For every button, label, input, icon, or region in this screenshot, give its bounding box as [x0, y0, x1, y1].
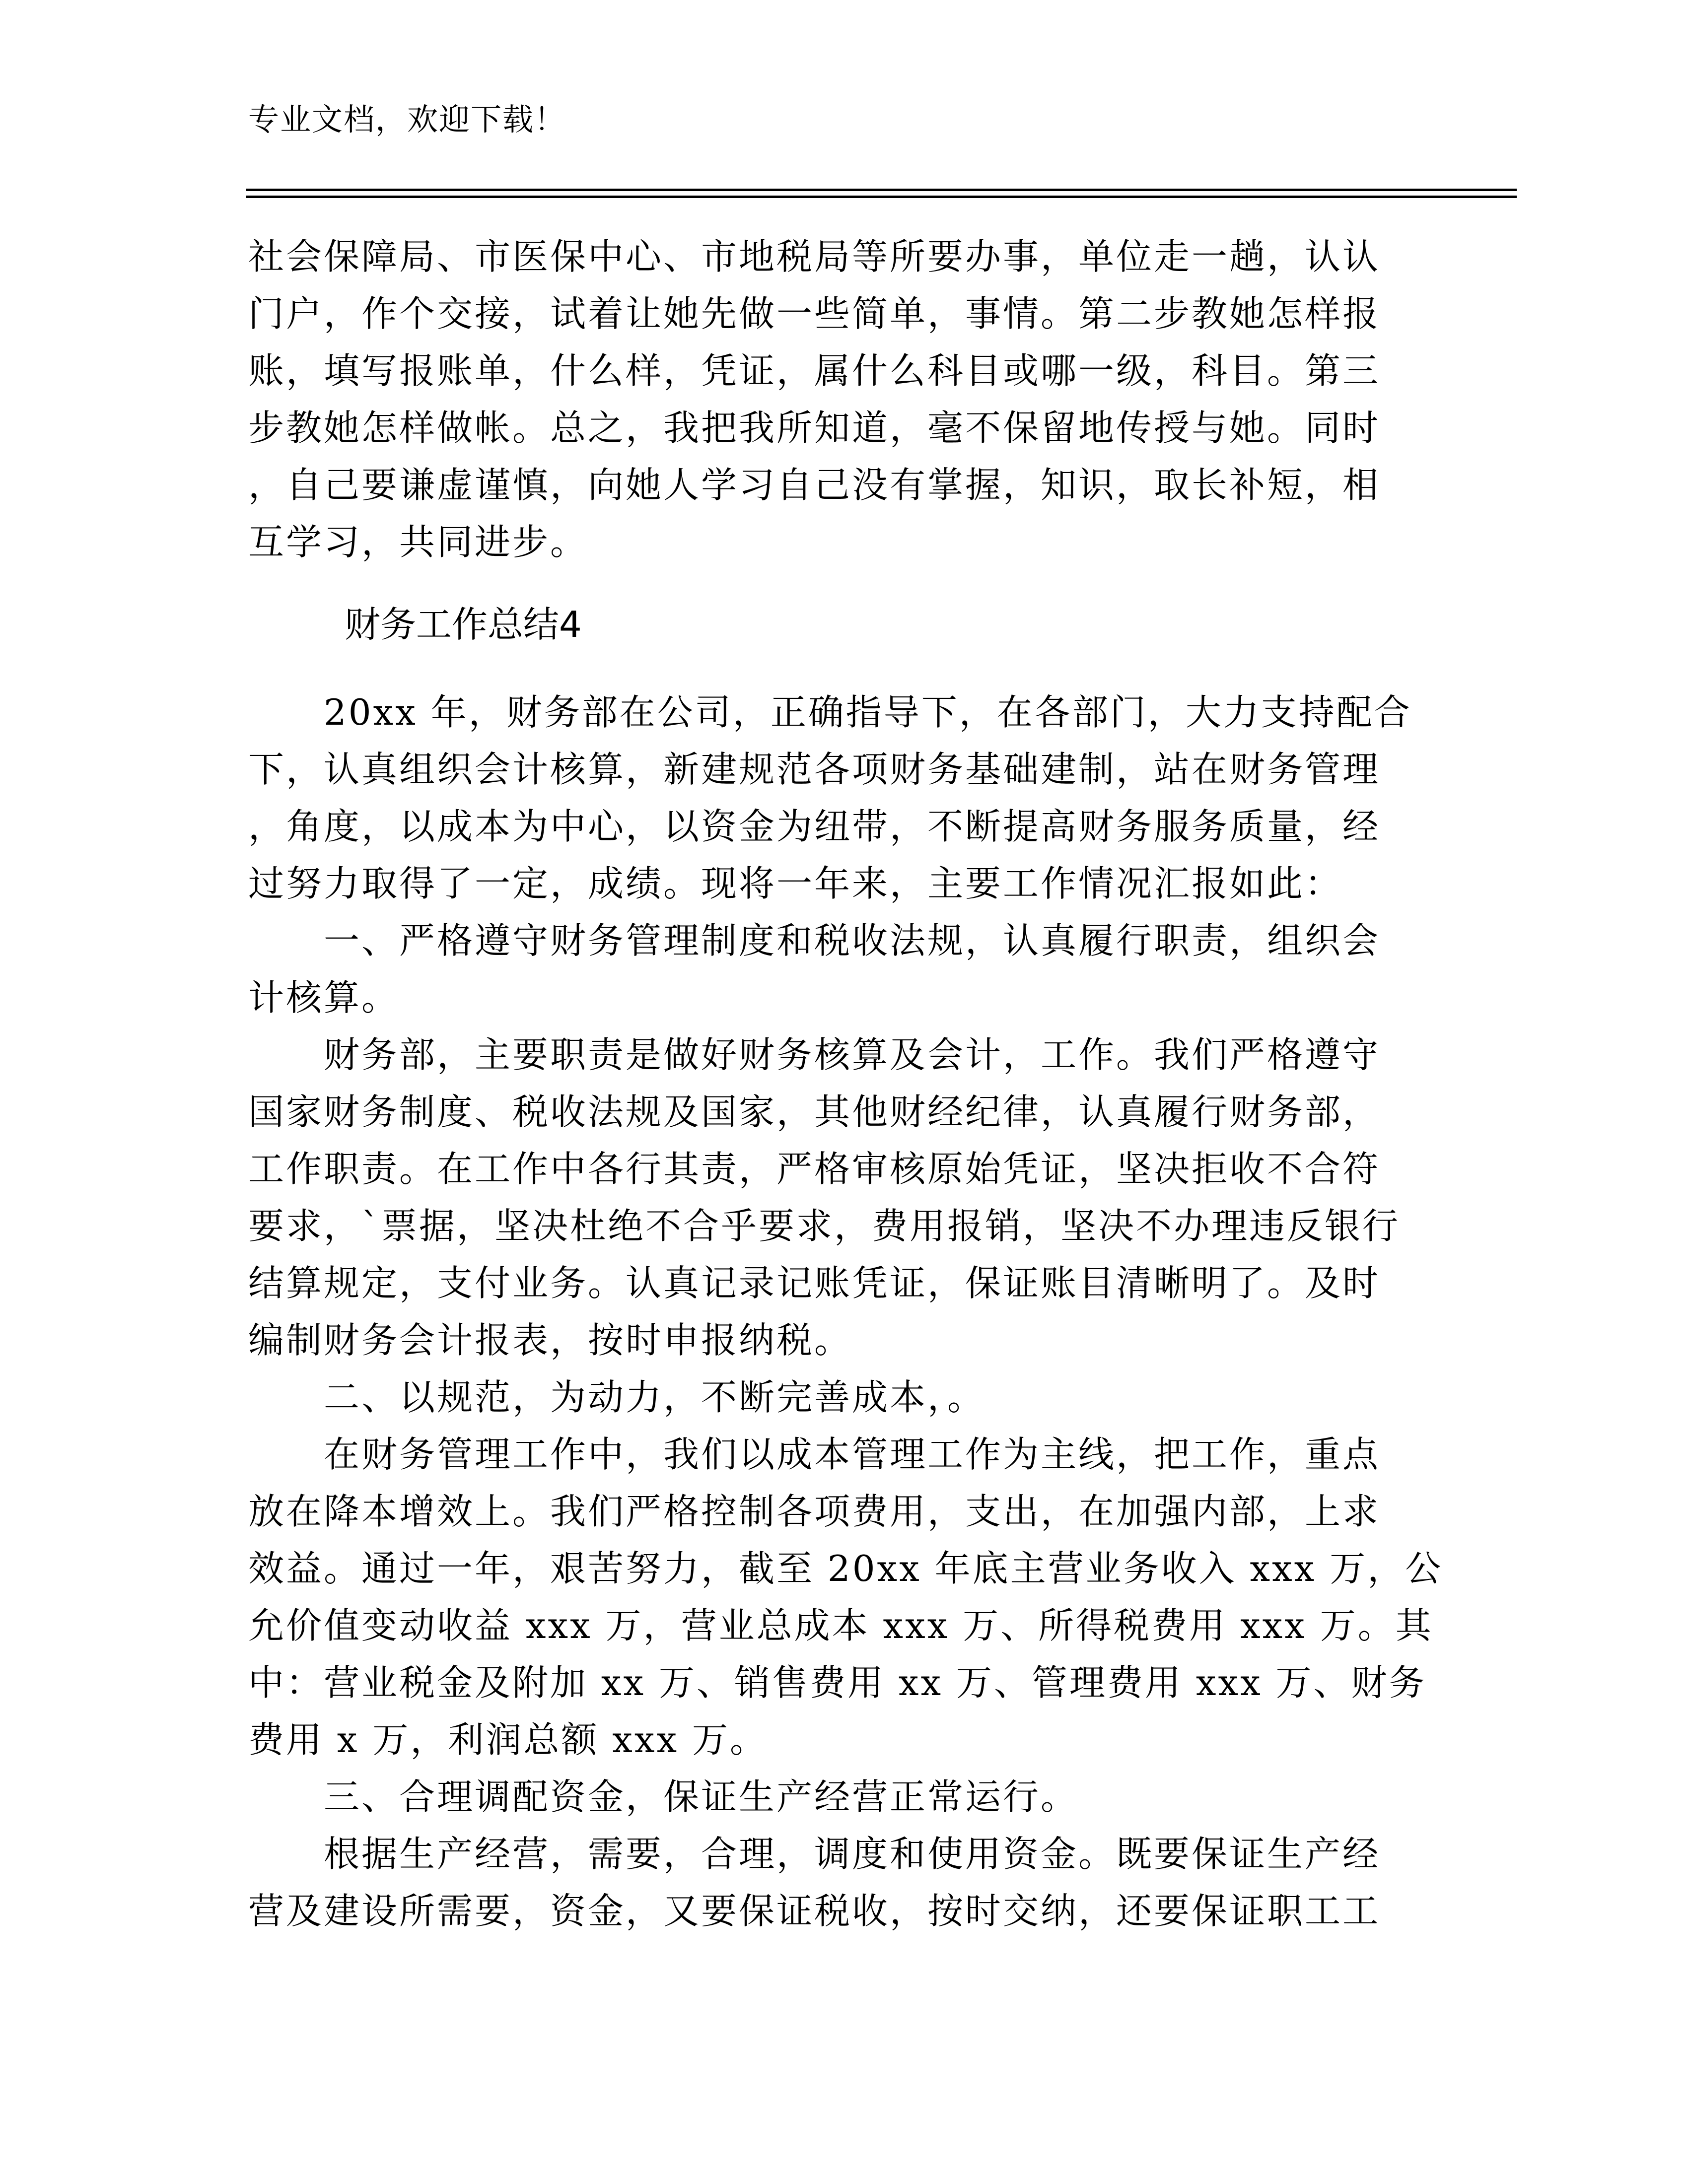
- body-line: 门户，作个交接，试着让她先做一些简单，事情。第二步教她怎样报: [248, 293, 1381, 335]
- body-line: 效益。通过一年，艰苦努力，截至 20xx 年底主营业务收入 xxx 万，公: [248, 1548, 1443, 1589]
- header-rule-top: [246, 189, 1517, 191]
- body-line: 费用 x 万，利润总额 xxx 万。: [248, 1719, 768, 1761]
- section-heading: 财务工作总结4: [345, 604, 582, 645]
- body-line: 计核算。: [248, 977, 400, 1019]
- body-line: 在财务管理工作中，我们以成本管理工作为主线，把工作，重点: [248, 1433, 1381, 1475]
- body-line: 国家财务制度、税收法规及国家，其他财经纪律，认真履行财务部，: [248, 1091, 1381, 1133]
- body-line: 营及建设所需要，资金，又要保证税收，按时交纳，还要保证职工工: [248, 1890, 1381, 1932]
- body-line: 互学习，共同进步。: [248, 521, 588, 563]
- body-line: 根据生产经营，需要，合理，调度和使用资金。既要保证生产经: [248, 1833, 1381, 1875]
- body-line: 编制财务会计报表，按时申报纳税。: [248, 1319, 852, 1361]
- body-line: 财务部，主要职责是做好财务核算及会计，工作。我们严格遵守: [248, 1034, 1381, 1076]
- body-line: 过努力取得了一定，成绩。现将一年来，主要工作情况汇报如此：: [248, 863, 1343, 904]
- body-line: 工作职责。在工作中各行其责，严格审核原始凭证，坚决拒收不合符: [248, 1148, 1381, 1190]
- body-line: 二、以规范，为动力，不断完善成本，。: [248, 1376, 985, 1418]
- body-line: 结算规定，支付业务。认真记录记账凭证，保证账目清晰明了。及时: [248, 1262, 1381, 1304]
- body-line: 社会保障局、市医保中心、市地税局等所要办事，单位走一趟，认认: [248, 236, 1381, 277]
- body-line: 步教她怎样做帐。总之，我把我所知道，毫不保留地传授与她。同时: [248, 407, 1381, 449]
- body-line: 三、合理调配资金，保证生产经营正常运行。: [248, 1776, 1079, 1818]
- body-line: ，自己要谦虚谨慎，向她人学习自己没有掌握，知识，取长补短，相: [248, 464, 1381, 506]
- page-header-text: 专业文档，欢迎下载！: [248, 101, 566, 137]
- body-line: 允价值变动收益 xxx 万，营业总成本 xxx 万、所得税费用 xxx 万。其: [248, 1605, 1433, 1646]
- body-line: ，角度，以成本为中心，以资金为纽带，不断提高财务服务质量，经: [248, 806, 1381, 847]
- body-line: 放在降本增效上。我们严格控制各项费用，支出，在加强内部，上求: [248, 1491, 1381, 1532]
- body-line: 要求，`票据，坚决杜绝不合乎要求，费用报销，坚决不办理违反银行: [248, 1205, 1401, 1247]
- header-rule-bottom: [246, 196, 1517, 198]
- body-line: 账，填写报账单，什么样，凭证，属什么科目或哪一级，科目。第三: [248, 350, 1381, 392]
- body-line: 20xx 年，财务部在公司，正确指导下，在各部门，大力支持配合: [248, 691, 1412, 733]
- body-line: 一、严格遵守财务管理制度和税收法规，认真履行职责，组织会: [248, 920, 1381, 961]
- body-line: 下，认真组织会计核算，新建规范各项财务基础建制，站在财务管理: [248, 749, 1381, 790]
- body-line: 中：营业税金及附加 xx 万、销售费用 xx 万、管理费用 xxx 万、财务: [248, 1662, 1427, 1704]
